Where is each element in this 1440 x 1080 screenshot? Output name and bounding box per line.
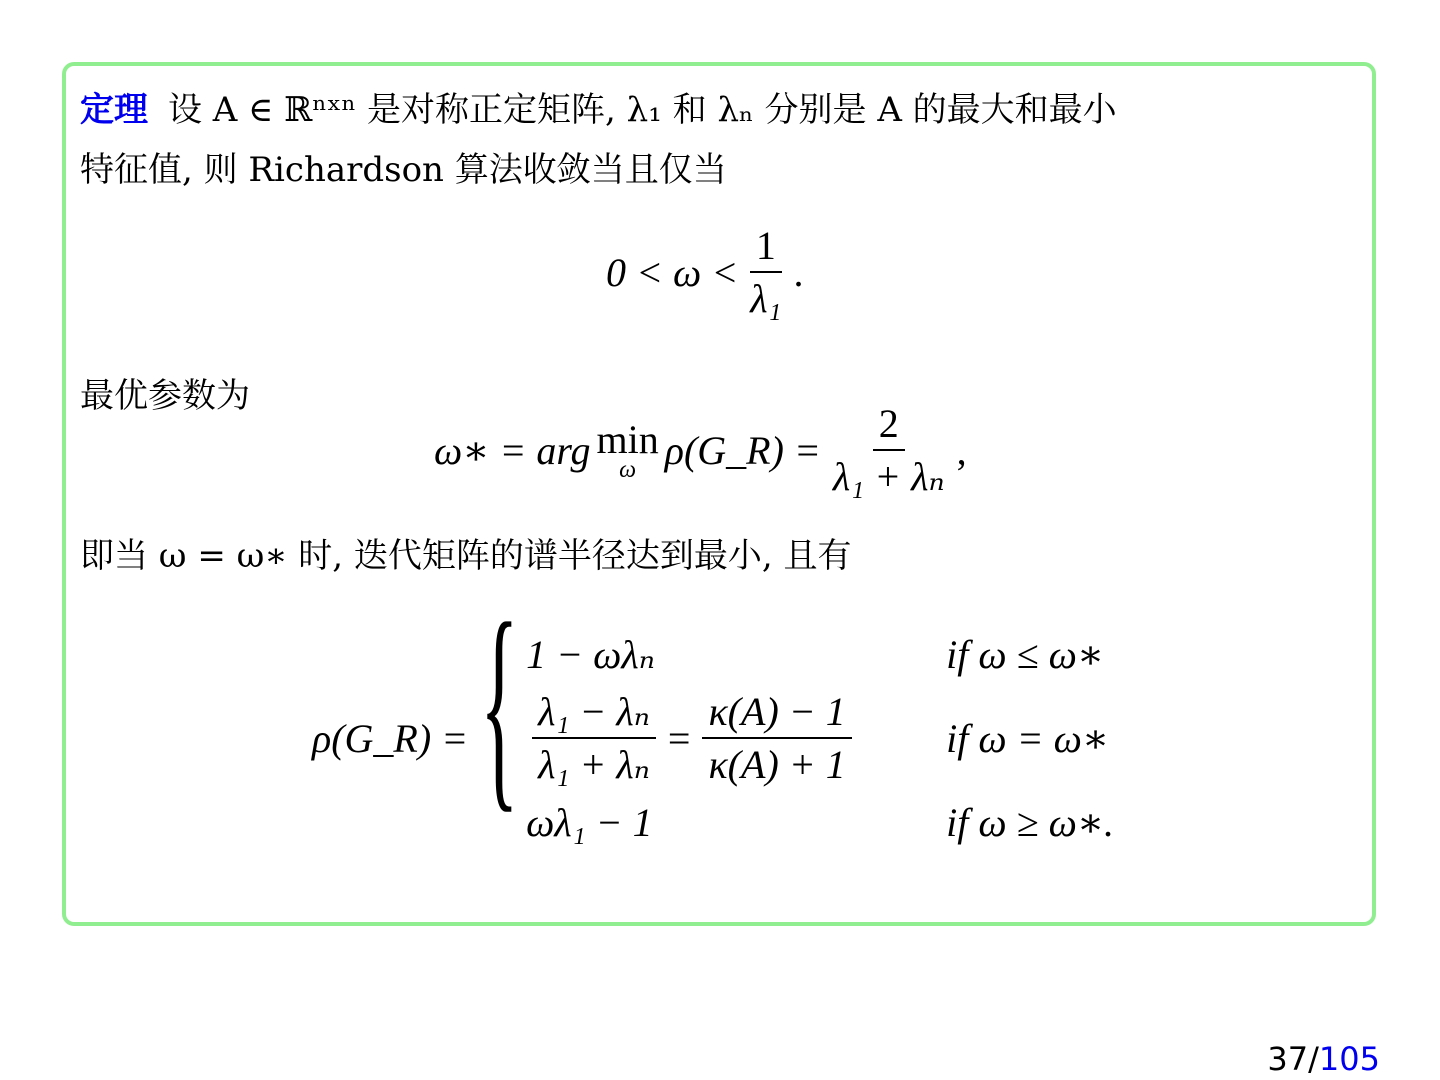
- condition-denominator: λ₁: [750, 276, 782, 321]
- min-label: min: [596, 417, 659, 462]
- case-2-denominator-1: λ₁ + λₙ: [538, 742, 650, 787]
- theorem-line-1: [80, 82, 1117, 131]
- page-number: [1267, 1040, 1380, 1078]
- convergence-condition: [606, 222, 803, 322]
- theorem-statement-line-1: 设 A ∈ ℝⁿˣⁿ 是对称正定矩阵, λ₁ 和 λₙ 分别是 A 的最大和最小: [168, 90, 1117, 130]
- optimal-parameter-equation: [434, 400, 967, 500]
- case-3-expression: ωλ₁ − 1: [526, 799, 653, 845]
- cases-block: [480, 576, 1115, 864]
- theorem-line-2: 特征值, 则 Richardson 算法收敛当且仅当: [80, 150, 727, 190]
- optimal-parameter-text: 最优参数为: [80, 376, 250, 416]
- piecewise-equation: [312, 576, 1115, 864]
- cases-grid: [526, 612, 1114, 864]
- page-current: 37/: [1267, 1040, 1319, 1078]
- case-2-denominator-2: κ(A) + 1: [708, 742, 846, 787]
- case-1-condition: if ω ≤ ω∗: [946, 631, 1105, 677]
- case-2-numerator-2: κ(A) − 1: [702, 688, 851, 739]
- case-2-fraction-1: [532, 688, 656, 788]
- condition-numerator: 1: [750, 222, 782, 273]
- condition-trail: .: [793, 249, 804, 295]
- case-2-expression: [526, 689, 946, 787]
- optimal-fraction: [827, 400, 951, 500]
- case-2-fraction-2: [702, 688, 851, 788]
- condition-fraction: [744, 222, 787, 322]
- optimal-denominator: λ₁ + λₙ: [832, 454, 945, 499]
- optimal-numerator: 2: [873, 400, 905, 451]
- left-brace: {: [480, 576, 519, 831]
- case-2-equals: =: [667, 715, 691, 761]
- min-subscript: ω: [619, 457, 637, 483]
- optimal-trail: ,: [956, 427, 967, 473]
- argmin-operator: [597, 416, 659, 484]
- piecewise-lhs: ρ(G_R) =: [312, 715, 469, 761]
- case-1-expression: 1 − ωλₙ: [526, 631, 655, 677]
- optimal-lhs: ω∗ = arg: [434, 427, 591, 473]
- case-2-numerator-1: λ₁ − λₙ: [532, 688, 656, 739]
- case-2-condition: if ω = ω∗: [946, 715, 1110, 761]
- theorem-label: 定理: [80, 90, 148, 130]
- optimal-mid: ρ(G_R) =: [664, 427, 821, 473]
- theorem-line-3: 即当 ω = ω∗ 时, 迭代矩阵的谱半径达到最小, 且有: [80, 536, 852, 576]
- page-total-link[interactable]: 105: [1318, 1040, 1380, 1078]
- case-3-condition: if ω ≥ ω∗.: [946, 799, 1115, 845]
- condition-lhs: 0 < ω <: [606, 249, 739, 295]
